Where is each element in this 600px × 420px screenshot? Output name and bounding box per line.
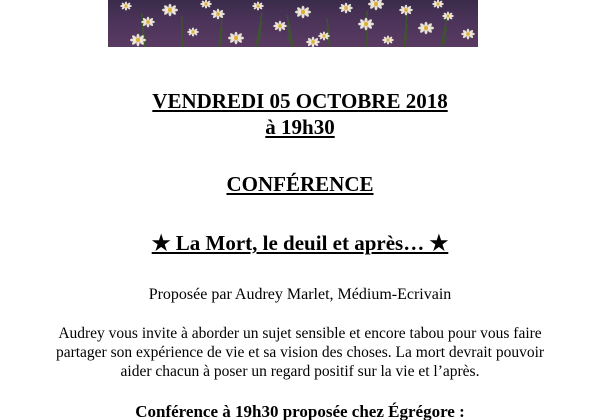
- daisy-flower: [382, 36, 394, 45]
- description-line-3: aider chacun à poser un regard positif sur la vie et l’après.: [120, 363, 480, 380]
- daisy-flower: [461, 29, 475, 40]
- daisy-flower: [306, 37, 320, 47]
- daisy-flower: [187, 28, 199, 37]
- daisy-flower: [120, 2, 132, 11]
- daisy-flower: [228, 32, 244, 45]
- daisy-flower: [200, 0, 212, 9]
- event-date: VENDREDI 05 OCTOBRE 2018: [152, 89, 448, 113]
- description-line-2: partager son expérience de vie et sa vision des choses. La mort devrait pouvoir: [55, 344, 545, 361]
- daisy-flower: [339, 3, 353, 14]
- daisy-flower: [399, 5, 413, 16]
- daisy-flower: [295, 6, 311, 19]
- daisy-flower: [358, 18, 374, 31]
- daisy-flower: [162, 4, 178, 17]
- daisy-flower: [211, 9, 225, 20]
- daisy-flower: [418, 22, 434, 35]
- daisy-flower: [432, 0, 444, 9]
- daisy-flowers-photo: [108, 0, 478, 47]
- daisy-flower: [252, 2, 264, 11]
- daisy-flower: [130, 34, 146, 47]
- event-title: ★ La Mort, le deuil et après… ★: [151, 231, 449, 255]
- daisy-flower: [273, 21, 287, 32]
- event-speaker: Proposée par Audrey Marlet, Médium-Ecrivain: [148, 286, 452, 303]
- daisy-flower: [141, 17, 155, 28]
- daisy-flower: [368, 0, 384, 10]
- banner-image: [108, 0, 478, 47]
- footer-text: Conférence à 19h30 proposée chez Égrégore :: [135, 402, 465, 420]
- event-type: CONFÉRENCE: [226, 172, 374, 196]
- event-time: à 19h30: [265, 115, 335, 139]
- description-line-1: Audrey vous invite à aborder un sujet sensible et encore tabou pour vous faire: [58, 325, 542, 342]
- daisy-flower: [442, 12, 454, 21]
- daisy-flower: [318, 32, 330, 41]
